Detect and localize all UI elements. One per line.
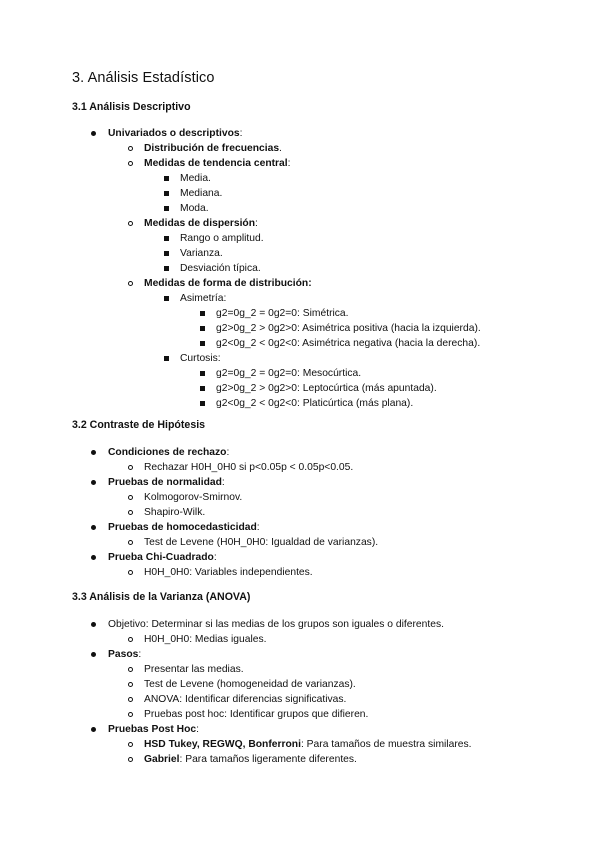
list-item: ANOVA: Identificar diferencias significativas.: [144, 694, 347, 705]
list-item: Media.: [180, 173, 211, 184]
bullet-circle: [128, 757, 133, 762]
subsection-heading-anova: 3.3 Análisis de la Varianza (ANOVA): [72, 591, 251, 603]
bullet-disc: [91, 622, 96, 627]
list-item: Presentar las medias.: [144, 664, 244, 675]
bullet-square: [200, 371, 205, 376]
list-item: Pruebas post hoc: Identificar grupos que difieren.: [144, 709, 369, 720]
list-item: Mediana.: [180, 188, 223, 199]
list-item: Moda.: [180, 203, 209, 214]
list-item: g2<0g_2 < 0g2<0: Platicúrtica (más plana).: [216, 398, 414, 409]
bullet-circle: [128, 637, 133, 642]
bullet-circle: [128, 540, 133, 545]
list-item: Rango o amplitud.: [180, 233, 264, 244]
bullet-disc: [91, 727, 96, 732]
list-item: Test de Levene (homogeneidad de varianzas).: [144, 679, 356, 690]
subsection-heading-descriptivo: 3.1 Análisis Descriptivo: [72, 101, 191, 113]
list-item-asimetria: Asimetría:: [180, 293, 227, 304]
bullet-circle: [128, 682, 133, 687]
list-item: g2=0g_2 = 0g2=0: Mesocúrtica.: [216, 368, 362, 379]
list-item-univariados: Univariados o descriptivos:: [108, 128, 243, 139]
bullet-square: [164, 191, 169, 196]
bullet-disc: [91, 525, 96, 530]
list-item-normalidad: Pruebas de normalidad:: [108, 477, 225, 488]
list-item-homocedasticidad: Pruebas de homocedasticidad:: [108, 522, 260, 533]
bullet-circle: [128, 465, 133, 470]
list-item: g2=0g_2 = 0g2=0: Simétrica.: [216, 308, 349, 319]
bullet-circle: [128, 281, 133, 286]
bullet-square: [200, 326, 205, 331]
bullet-square: [164, 206, 169, 211]
bullet-square: [200, 386, 205, 391]
list-item-hsd: HSD Tukey, REGWQ, Bonferroni: Para tamaños de muestra similares.: [144, 739, 472, 750]
bullet-square: [200, 401, 205, 406]
bullet-circle: [128, 161, 133, 166]
bullet-circle: [128, 495, 133, 500]
bullet-square: [200, 311, 205, 316]
bullet-circle: [128, 146, 133, 151]
bullet-square: [164, 176, 169, 181]
list-item: Shapiro-Wilk.: [144, 507, 206, 518]
bullet-circle: [128, 742, 133, 747]
bullet-disc: [91, 652, 96, 657]
bullet-circle: [128, 667, 133, 672]
bullet-square: [164, 296, 169, 301]
list-item: H0H_0H0: Medias iguales.: [144, 634, 267, 645]
list-item: Test de Levene (H0H_0H0: Igualdad de varianzas).: [144, 537, 379, 548]
bullet-square: [164, 356, 169, 361]
bullet-square: [164, 251, 169, 256]
list-item: Varianza.: [180, 248, 223, 259]
list-item-tendencia: Medidas de tendencia central:: [144, 158, 291, 169]
bullet-circle: [128, 570, 133, 575]
bullet-disc: [91, 480, 96, 485]
list-item-curtosis: Curtosis:: [180, 353, 221, 364]
subsection-heading-hipotesis: 3.2 Contraste de Hipótesis: [72, 419, 206, 431]
list-item: g2>0g_2 > 0g2>0: Leptocúrtica (más apuntada).: [216, 383, 437, 394]
list-item-gabriel: Gabriel: Para tamaños ligeramente diferentes.: [144, 754, 357, 765]
bullet-disc: [91, 555, 96, 560]
list-item: Kolmogorov-Smirnov.: [144, 492, 243, 503]
bullet-disc: [91, 450, 96, 455]
list-item-distribucion: Distribución de frecuencias.: [144, 143, 282, 154]
list-item-objetivo: Objetivo: Determinar si las medias de los grupos son iguales o diferentes.: [108, 619, 444, 630]
bullet-circle: [128, 221, 133, 226]
bullet-square: [164, 266, 169, 271]
section-title: 3. Análisis Estadístico: [72, 70, 215, 86]
list-item-chi-cuadrado: Prueba Chi-Cuadrado:: [108, 552, 217, 563]
bullet-disc: [91, 131, 96, 136]
bullet-circle: [128, 712, 133, 717]
bullet-square: [164, 236, 169, 241]
list-item: g2>0g_2 > 0g2>0: Asimétrica positiva (hacia la izquierda).: [216, 323, 481, 334]
list-item: g2<0g_2 < 0g2<0: Asimétrica negativa (hacia la derecha).: [216, 338, 481, 349]
list-item-post-hoc: Pruebas Post Hoc:: [108, 724, 199, 735]
list-item-condiciones: Condiciones de rechazo:: [108, 447, 230, 458]
list-item: H0H_0H0: Variables independientes.: [144, 567, 313, 578]
list-item-forma: Medidas de forma de distribución:: [144, 278, 312, 289]
bullet-square: [200, 341, 205, 346]
list-item: Desviación típica.: [180, 263, 261, 274]
bullet-circle: [128, 697, 133, 702]
list-item-pasos: Pasos:: [108, 649, 142, 660]
list-item: Rechazar H0H_0H0 si p<0.05p < 0.05p<0.05.: [144, 462, 354, 473]
bullet-circle: [128, 510, 133, 515]
list-item-dispersion: Medidas de dispersión:: [144, 218, 258, 229]
